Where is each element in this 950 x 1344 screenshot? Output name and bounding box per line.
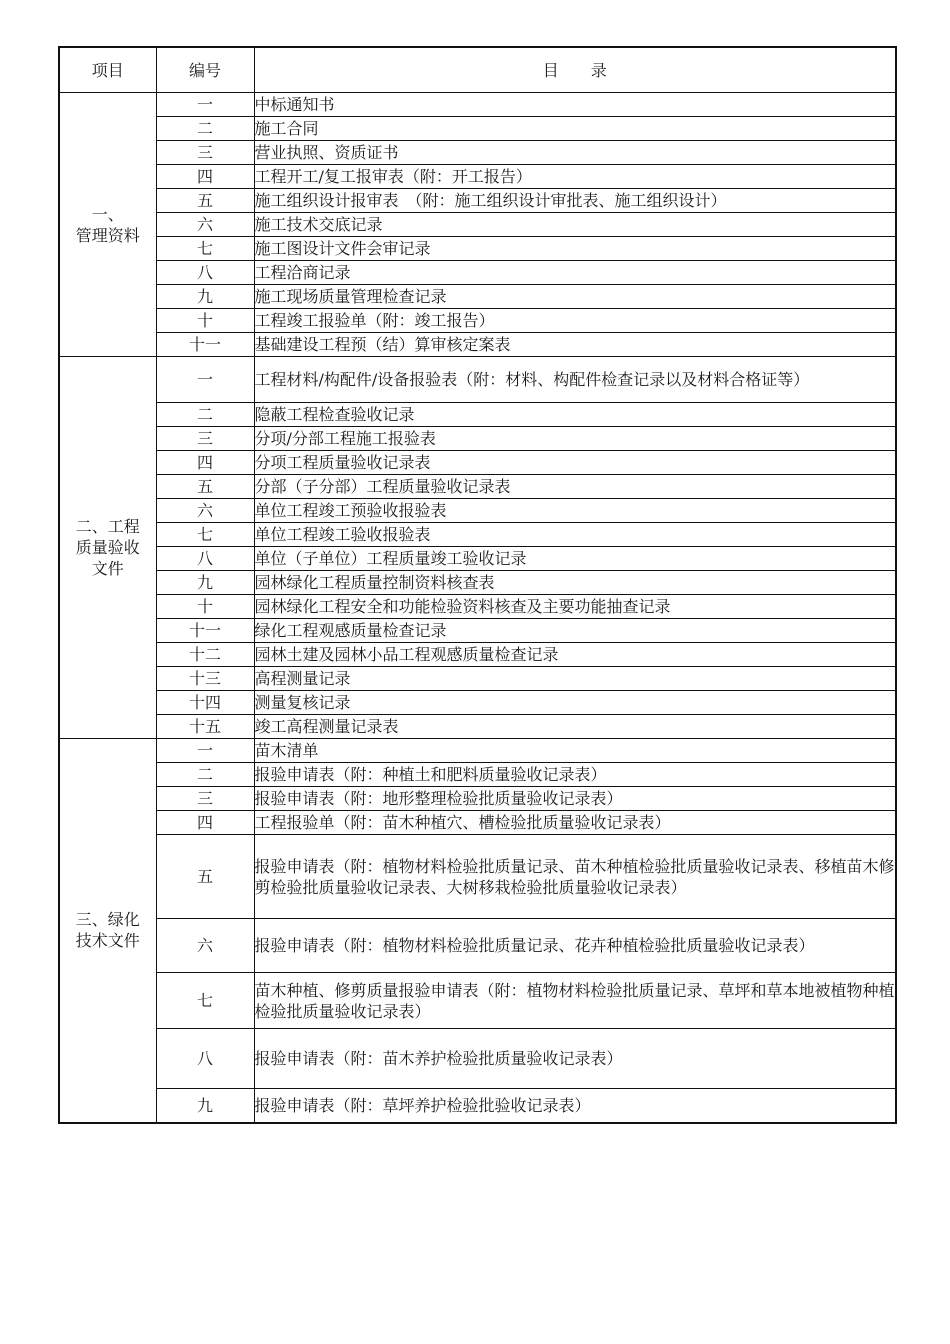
table-row (59, 715, 896, 739)
catalog-table (58, 46, 897, 1124)
row-number: 六 (156, 919, 254, 973)
row-item-text: 工程洽商记录 (254, 261, 896, 285)
table-row (59, 643, 896, 667)
row-number: 一 (156, 739, 254, 763)
row-item-text: 竣工高程测量记录表 (254, 715, 896, 739)
row-number: 三 (156, 787, 254, 811)
row-item-text: 报验申请表（附：草坪养护检验批验收记录表） (254, 1089, 896, 1123)
row-item-text: 单位工程竣工验收报验表 (254, 523, 896, 547)
row-number: 六 (156, 499, 254, 523)
table-row (59, 973, 896, 1029)
table-row (59, 739, 896, 763)
table-row (59, 547, 896, 571)
row-item-text: 绿化工程观感质量检查记录 (254, 619, 896, 643)
row-item-text: 分项/分部工程施工报验表 (254, 427, 896, 451)
table-row (59, 427, 896, 451)
table-row (59, 571, 896, 595)
row-number: 十二 (156, 643, 254, 667)
header-row (59, 47, 896, 93)
table-row (59, 811, 896, 835)
row-item-text: 单位工程竣工预验收报验表 (254, 499, 896, 523)
table-row (59, 93, 896, 117)
table-row (59, 189, 896, 213)
table-row (59, 1089, 896, 1123)
table-row (59, 117, 896, 141)
catalog-body (59, 93, 896, 1123)
section-title: 三、绿化 技术文件 (59, 739, 156, 1123)
row-item-text: 工程竣工报验单（附：竣工报告） (254, 309, 896, 333)
table-row (59, 213, 896, 237)
table-row (59, 237, 896, 261)
row-number: 十 (156, 595, 254, 619)
table-row (59, 333, 896, 357)
row-number: 十四 (156, 691, 254, 715)
row-number: 四 (156, 811, 254, 835)
row-number: 五 (156, 189, 254, 213)
table-row (59, 475, 896, 499)
row-number: 十三 (156, 667, 254, 691)
section-title: 二、工程 质量验收 文件 (59, 357, 156, 739)
row-item-text: 单位（子单位）工程质量竣工验收记录 (254, 547, 896, 571)
row-item-text: 施工组织设计报审表 （附：施工组织设计审批表、施工组织设计） (254, 189, 896, 213)
row-number: 七 (156, 237, 254, 261)
row-number: 五 (156, 835, 254, 919)
table-row (59, 499, 896, 523)
table-row (59, 523, 896, 547)
row-number: 四 (156, 451, 254, 475)
row-item-text: 分部（子分部）工程质量验收记录表 (254, 475, 896, 499)
row-number: 四 (156, 165, 254, 189)
row-number: 十一 (156, 333, 254, 357)
row-item-text: 测量复核记录 (254, 691, 896, 715)
row-item-text: 营业执照、资质证书 (254, 141, 896, 165)
header-project: 项目 (59, 47, 156, 93)
row-number: 十五 (156, 715, 254, 739)
table-row (59, 285, 896, 309)
row-number: 五 (156, 475, 254, 499)
table-row (59, 261, 896, 285)
row-item-text: 工程材料/构配件/设备报验表（附：材料、构配件检查记录以及材料合格证等） (254, 357, 896, 403)
row-item-text: 高程测量记录 (254, 667, 896, 691)
row-number: 一 (156, 357, 254, 403)
row-number: 一 (156, 93, 254, 117)
row-item-text: 园林绿化工程安全和功能检验资料核查及主要功能抽查记录 (254, 595, 896, 619)
row-item-text: 园林绿化工程质量控制资料核查表 (254, 571, 896, 595)
row-item-text: 苗木种植、修剪质量报验申请表（附：植物材料检验批质量记录、草坪和草本地被植物种植检验批质量验收记录表） (254, 973, 896, 1029)
row-number: 三 (156, 141, 254, 165)
table-row (59, 667, 896, 691)
row-item-text: 分项工程质量验收记录表 (254, 451, 896, 475)
table-row (59, 1029, 896, 1089)
table-row (59, 309, 896, 333)
header-contents: 目 录 (254, 47, 896, 93)
table-row (59, 451, 896, 475)
row-number: 九 (156, 1089, 254, 1123)
row-item-text: 施工技术交底记录 (254, 213, 896, 237)
row-item-text: 工程报验单（附：苗木种植穴、槽检验批质量验收记录表） (254, 811, 896, 835)
row-number: 六 (156, 213, 254, 237)
row-number: 十 (156, 309, 254, 333)
table-row (59, 141, 896, 165)
row-number: 八 (156, 547, 254, 571)
table-row (59, 691, 896, 715)
row-number: 七 (156, 973, 254, 1029)
row-number: 二 (156, 117, 254, 141)
section-title: 一、 管理资料 (59, 93, 156, 357)
row-item-text: 隐蔽工程检查验收记录 (254, 403, 896, 427)
row-number: 二 (156, 403, 254, 427)
table-row (59, 619, 896, 643)
row-number: 九 (156, 285, 254, 309)
row-number: 二 (156, 763, 254, 787)
row-item-text: 施工图设计文件会审记录 (254, 237, 896, 261)
table-row (59, 763, 896, 787)
table-row (59, 595, 896, 619)
row-item-text: 施工现场质量管理检查记录 (254, 285, 896, 309)
row-number: 十一 (156, 619, 254, 643)
header-number: 编号 (156, 47, 254, 93)
row-item-text: 报验申请表（附：苗木养护检验批质量验收记录表） (254, 1029, 896, 1089)
row-item-text: 报验申请表（附：种植土和肥料质量验收记录表） (254, 763, 896, 787)
row-item-text: 报验申请表（附：植物材料检验批质量记录、花卉种植检验批质量验收记录表） (254, 919, 896, 973)
row-item-text: 基础建设工程预（结）算审核定案表 (254, 333, 896, 357)
row-item-text: 工程开工/复工报审表（附：开工报告） (254, 165, 896, 189)
table-row (59, 165, 896, 189)
table-row (59, 835, 896, 919)
row-item-text: 报验申请表（附：地形整理检验批质量验收记录表） (254, 787, 896, 811)
row-item-text: 苗木清单 (254, 739, 896, 763)
row-number: 三 (156, 427, 254, 451)
table-row (59, 787, 896, 811)
row-number: 九 (156, 571, 254, 595)
table-row (59, 919, 896, 973)
row-number: 八 (156, 261, 254, 285)
row-number: 七 (156, 523, 254, 547)
row-item-text: 中标通知书 (254, 93, 896, 117)
table-row (59, 357, 896, 403)
row-item-text: 施工合同 (254, 117, 896, 141)
row-item-text: 报验申请表（附：植物材料检验批质量记录、苗木种植检验批质量验收记录表、移植苗木修剪检验批质量验收记录表、大树移栽检验批质量验收记录表） (254, 835, 896, 919)
row-number: 八 (156, 1029, 254, 1089)
row-item-text: 园林土建及园林小品工程观感质量检查记录 (254, 643, 896, 667)
table-row (59, 403, 896, 427)
